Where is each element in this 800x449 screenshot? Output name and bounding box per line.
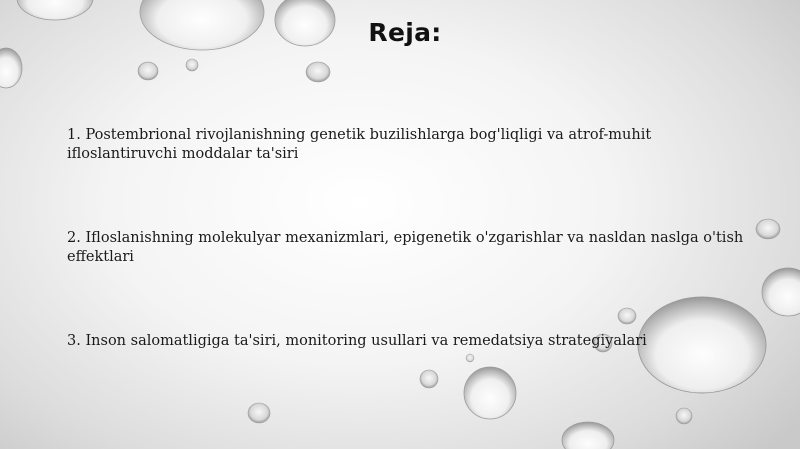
agenda-item-3: 3. Inson salomatligiga ta'siri, monitoring usullari va remedatsiya strategiyalari [67,333,647,349]
agenda-item-2: 2. Ifloslanishning molekulyar mexanizmlari, epigenetik o'zgarishlar va nasldan naslga o'tish effektlari [67,230,744,265]
slide-title: Reja: [368,18,442,47]
agenda-item-1: 1. Postembrional rivojlanishning genetik buzilishlarga bog'liqligi va atrof-muhit ifloslantiruvchi moddalar ta'siri [67,127,652,162]
